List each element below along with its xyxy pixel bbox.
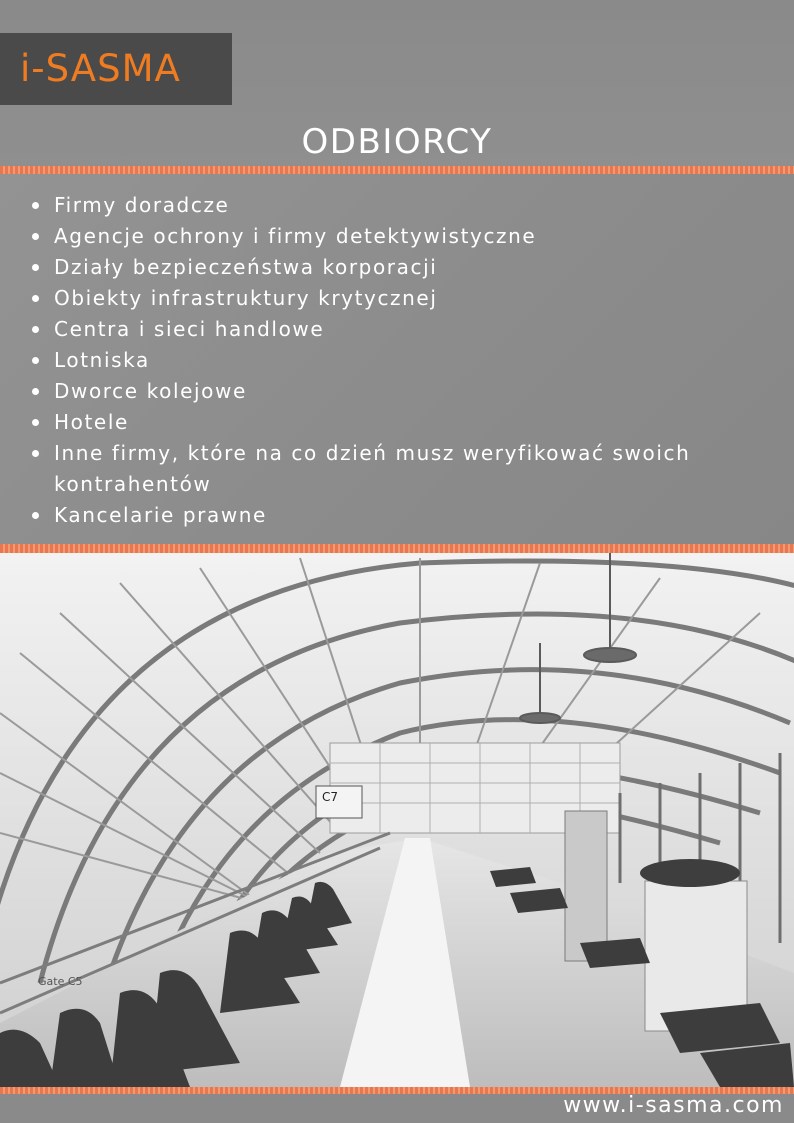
bullet-icon: [32, 357, 39, 364]
recipients-panel: [0, 174, 794, 544]
recipient-label: Hotele: [54, 410, 129, 434]
page-title: ODBIORCY: [301, 122, 493, 162]
recipients-list: [32, 190, 732, 531]
recipient-item: [32, 314, 732, 345]
header-panel: [0, 0, 794, 166]
recipient-label: Kancelarie prawne: [54, 503, 267, 527]
recipient-item: [32, 376, 732, 407]
bullet-icon: [32, 264, 39, 271]
recipient-label: Dworce kolejowe: [54, 379, 247, 403]
logo: [0, 33, 232, 105]
photo-top-stripe: [0, 544, 794, 553]
airport-terminal-icon: [0, 553, 794, 1087]
title-divider-stripe: [0, 166, 794, 174]
bullet-icon: [32, 233, 39, 240]
recipient-label: Firmy doradcze: [54, 193, 230, 217]
bullet-icon: [32, 295, 39, 302]
recipient-item: [32, 283, 732, 314]
recipient-item: [32, 190, 732, 221]
recipient-item: [32, 407, 732, 438]
website-link[interactable]: www.i-sasma.com: [563, 1093, 784, 1118]
recipient-label: Działy bezpieczeństwa korporacji: [54, 255, 438, 279]
gate-sign: C7: [322, 790, 339, 804]
gate-label: Gate C5: [38, 975, 83, 988]
recipient-item: [32, 221, 732, 252]
bullet-icon: [32, 388, 39, 395]
bullet-icon: [32, 450, 39, 457]
recipient-label: Lotniska: [54, 348, 150, 372]
bullet-icon: [32, 202, 39, 209]
recipient-label: Agencje ochrony i firmy detektywistyczne: [54, 224, 537, 248]
recipient-label: Obiekty infrastruktury krytycznej: [54, 286, 438, 310]
recipient-label: Inne firmy, które na co dzień musz weryfikować swoich kontrahentów: [54, 441, 691, 496]
bullet-icon: [32, 419, 39, 426]
recipient-item: [32, 345, 732, 376]
recipient-label: Centra i sieci handlowe: [54, 317, 325, 341]
airport-terminal-photo: [0, 553, 794, 1087]
logo-text: i-SASMA: [20, 47, 181, 90]
recipient-item: [32, 500, 732, 531]
bullet-icon: [32, 326, 39, 333]
recipient-item: [32, 438, 732, 500]
recipient-item: [32, 252, 732, 283]
bullet-icon: [32, 512, 39, 519]
